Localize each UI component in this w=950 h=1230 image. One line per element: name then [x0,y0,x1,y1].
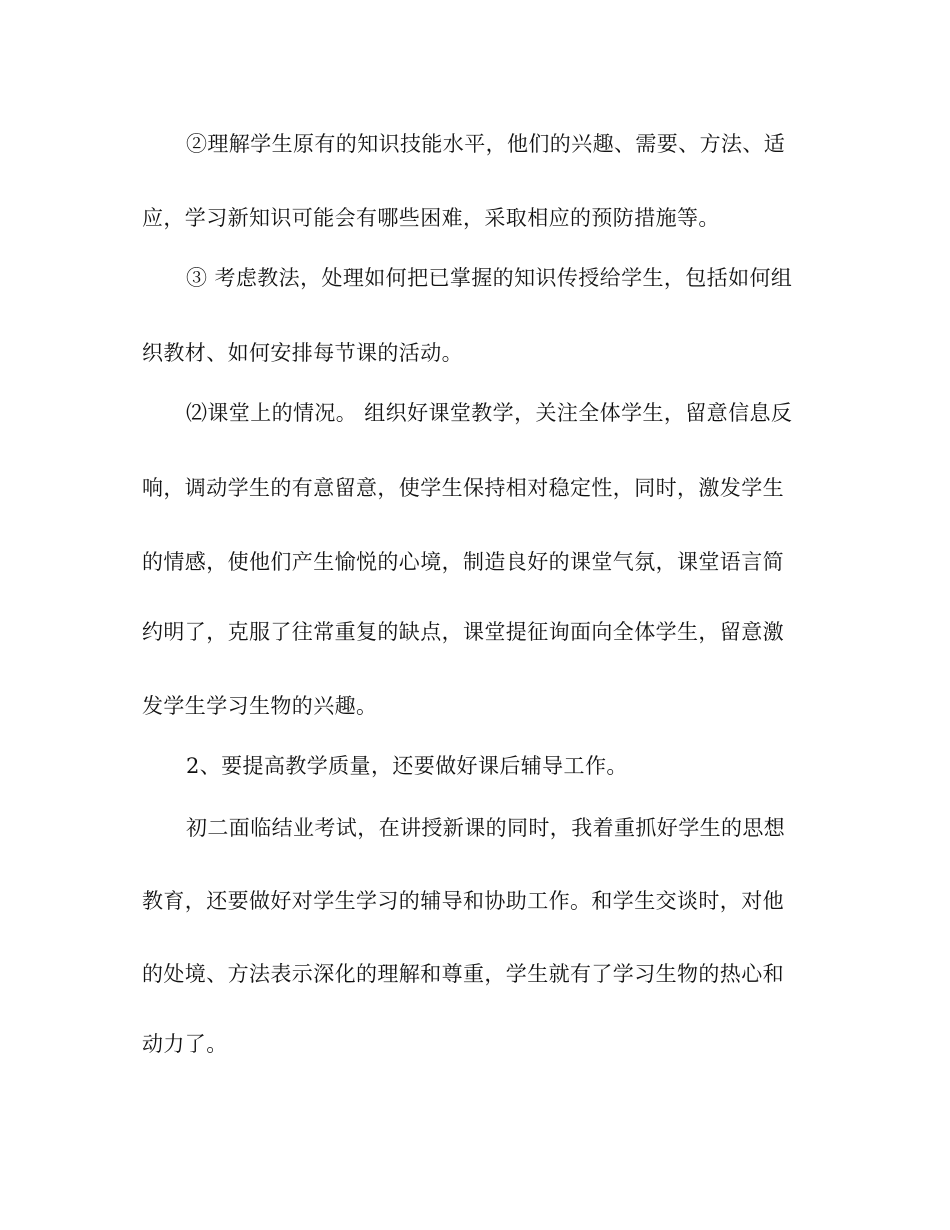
text-line: 发学生学习生物的兴趣。 [142,694,378,718]
text-line: 的情感，使他们产生愉悦的心境，制造良好的课堂气氛，课堂语言简 [142,550,784,574]
text-line: 教育，还要做好对学生学习的辅导和协助工作。和学生交谈时，对他 [142,889,784,913]
text-line: 响，调动学生的有意留意，使学生保持相对稳定性，同时，激发学生 [142,476,784,500]
text-line: ②理解学生原有的知识技能水平，他们的兴趣、需要、方法、适 [186,132,786,156]
text-line: 织教材、如何安排每节课的活动。 [142,341,463,365]
text-line: 初二面临结业考试，在讲授新课的同时，我着重抓好学生的思想 [186,816,786,840]
text-line: ⑵课堂上的情况。 组织好课堂教学，关注全体学生，留意信息反 [186,401,793,425]
text-line: 动力了。 [142,1032,228,1056]
text-line: ③ 考虑教法，处理如何把已掌握的知识传授给学生，包括如何组 [186,266,793,290]
text-line: 约明了，克服了往常重复的缺点，课堂提征询面向全体学生，留意激 [142,620,784,644]
text-line: 的处境、方法表示深化的理解和尊重，学生就有了学习生物的热心和 [142,962,784,986]
text-line: 应，学习新知识可能会有哪些困难，采取相应的预防措施等。 [142,206,720,230]
text-line: 2、要提高教学质量，还要做好课后辅导工作。 [186,754,628,778]
